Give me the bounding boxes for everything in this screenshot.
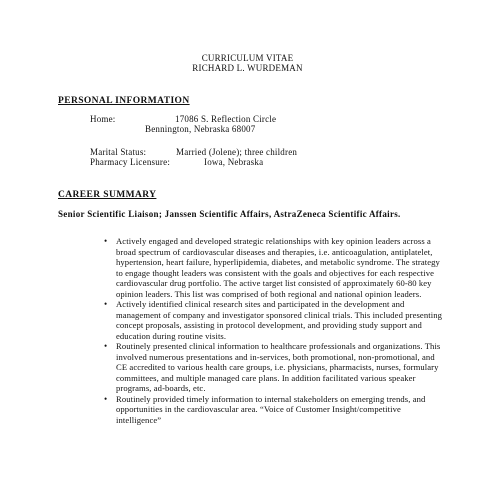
list-item	[90, 341, 446, 394]
marital-status-value: Married (Jolene); three children	[176, 147, 298, 157]
list-item	[90, 236, 446, 299]
bullet-icon: •	[104, 341, 108, 351]
pharmacy-licensure-label: Pharmacy Licensure:	[90, 157, 171, 167]
bullet-icon: •	[104, 236, 108, 246]
bullet-text: Actively identified clinical research sites and participated in the development and management of company and investigator sponsored clinical trials. This included presenting concept proposals, assisting in protocol development, and providing study support and education during routine visits.	[116, 299, 443, 341]
bullet-icon: •	[104, 299, 108, 309]
bullet-text: Actively engaged and developed strategic relationships with key opinion leaders across a broad spectrum of cardiovascular diseases and therapies, i.e. anticoagulation, antiplatelet, hypertension, heart failure, hyperlipidemia, diabetes, and metabolic syndrome. The strategy to engage thought leaders was consistent with the goals and objectives for each respective cardiovascular drug portfolio. The active target list consisted of approximately 60-80 key opinion leaders. This list was comprised of both regional and national opinion leaders.	[116, 236, 440, 299]
home-label: Home:	[90, 114, 116, 124]
person-name: RICHARD L. WURDEMAN	[192, 63, 303, 73]
list-item	[90, 299, 446, 341]
address-line-1: 17086 S. Reflection Circle	[175, 114, 277, 124]
career-bullet-list	[90, 236, 446, 425]
list-item	[90, 394, 446, 426]
career-summary-heading: CAREER SUMMARY	[58, 190, 157, 200]
address-line-2: Bennington, Nebraska 68007	[145, 124, 256, 134]
personal-info-heading: PERSONAL INFORMATION	[58, 96, 190, 106]
marital-status-label: Marital Status:	[90, 147, 147, 157]
cv-header	[0, 53, 495, 73]
bullet-text: Routinely presented clinical information to healthcare professionals and organizations. This involved numerous presentations and in-services, both promotional, non-promotional, and CE accredited to various health care groups, i.e. physicians, pharmacists, nurses, formulary committees, and multiple managed care plans. In addition facilitated various speaker programs, ad-boards, etc.	[116, 341, 441, 393]
document-title: CURRICULUM VITAE	[201, 53, 294, 63]
role-title: Senior Scientific Liaison; Janssen Scientific Affairs, AstraZeneca Scientific Affairs.	[58, 209, 401, 219]
bullet-icon: •	[104, 393, 108, 404]
pharmacy-licensure-value: Iowa, Nebraska	[204, 157, 264, 167]
bullet-text: Routinely provided timely information to internal stakeholders on emerging trends, and opportunities in the cardiovascular area. “Voice of Customer Insight/competitive intelligence”	[116, 393, 426, 425]
